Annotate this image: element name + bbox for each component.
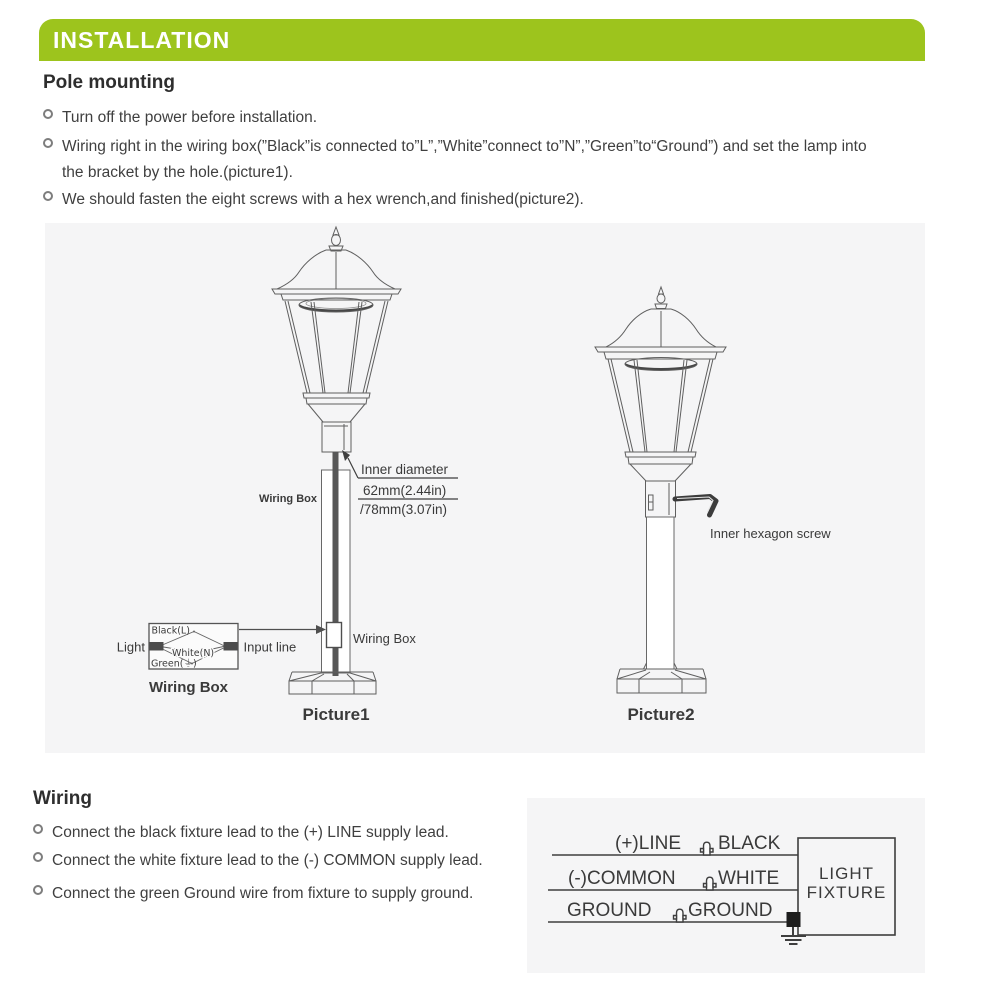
wire-white-label: White(N) xyxy=(172,648,215,659)
bullet-text: We should fasten the eight screws with a hex wrench,and finished(picture2). xyxy=(62,191,584,208)
bullet-item xyxy=(33,881,533,907)
lamp-post-picture1 xyxy=(272,227,401,694)
wiring-box-inset xyxy=(117,624,326,697)
supply-line-label: (+)LINE xyxy=(615,833,681,854)
wiring-heading: Wiring xyxy=(33,788,92,809)
inner-diameter-value2: /78mm(3.07in) xyxy=(360,502,448,517)
bullet-text: Connect the green Ground wire from fixture to supply ground. xyxy=(52,885,474,902)
pole-mounting-heading: Pole mounting xyxy=(43,72,175,93)
bullet-ring-icon xyxy=(33,852,43,862)
bullet-ring-icon xyxy=(43,191,53,201)
input-line-label: Input line xyxy=(243,639,297,655)
bullet-text: Turn off the power before installation. xyxy=(62,109,318,126)
picture1-caption: Picture1 xyxy=(302,705,370,724)
hex-wrench-icon xyxy=(675,497,716,516)
bullet-item xyxy=(43,187,955,213)
bullet-text: Connect the white fixture lead to the (-) COMMON supply lead. xyxy=(52,852,483,869)
bullet-ring-icon xyxy=(33,824,43,834)
light-fixture-label-2: FIXTURE xyxy=(806,883,887,902)
fixture-ground-label: GROUND xyxy=(688,900,773,921)
wire-black-label: Black(L) xyxy=(151,625,190,637)
bullet-item xyxy=(43,105,955,131)
wiring-box-caption: Wiring Box xyxy=(149,679,229,696)
fixture-black-label: BLACK xyxy=(718,833,781,854)
light-fixture-label-1: LIGHT xyxy=(818,864,875,883)
wire-connector-icon xyxy=(674,909,687,922)
bullet-ring-icon xyxy=(43,138,53,148)
supply-common-label: (-)COMMON xyxy=(568,868,676,889)
page-title: INSTALLATION xyxy=(53,27,231,53)
hex-screw-label: Inner hexagon screw xyxy=(710,526,831,541)
inner-diameter-label: Inner diameter xyxy=(361,462,449,477)
section-header-installation xyxy=(39,19,925,61)
bullet-text: Wiring right in the wiring box(”Black”is connected to”L”,”White”connect to”N”,”Green”to“Ground”) and set the lamp into the bracket by the hole.(picture1). xyxy=(62,138,867,181)
lamp-post-picture2 xyxy=(595,287,726,693)
bullet-ring-icon xyxy=(43,109,53,119)
bullet-text: Connect the black fixture lead to the (+) LINE supply lead. xyxy=(52,824,449,841)
wiring-box-pole-label: Wiring Box xyxy=(353,631,416,646)
wire-connector-icon xyxy=(701,842,714,855)
wiring-box-top-label: Wiring Box xyxy=(259,493,317,505)
bullet-item xyxy=(33,820,533,846)
wiring-diagram-panel xyxy=(527,798,925,973)
picture2-caption: Picture2 xyxy=(627,705,695,724)
wire-green-label: Green(⏚) xyxy=(151,658,197,670)
bullet-item xyxy=(43,134,955,186)
pole-mounting-diagram xyxy=(45,223,925,753)
supply-ground-label: GROUND xyxy=(567,900,652,921)
wire-connector-icon xyxy=(704,877,717,890)
light-lead-label: Light xyxy=(116,639,145,655)
figure-panel xyxy=(45,223,925,753)
earth-ground-icon xyxy=(781,927,806,944)
inner-diameter-callout xyxy=(342,450,458,517)
bullet-item xyxy=(33,848,533,874)
inner-diameter-value1: 62mm(2.44in) xyxy=(363,483,447,498)
ground-terminal xyxy=(787,912,801,927)
bullet-ring-icon xyxy=(33,885,43,895)
fixture-white-label: WHITE xyxy=(718,868,780,889)
wiring-diagram xyxy=(527,798,925,973)
